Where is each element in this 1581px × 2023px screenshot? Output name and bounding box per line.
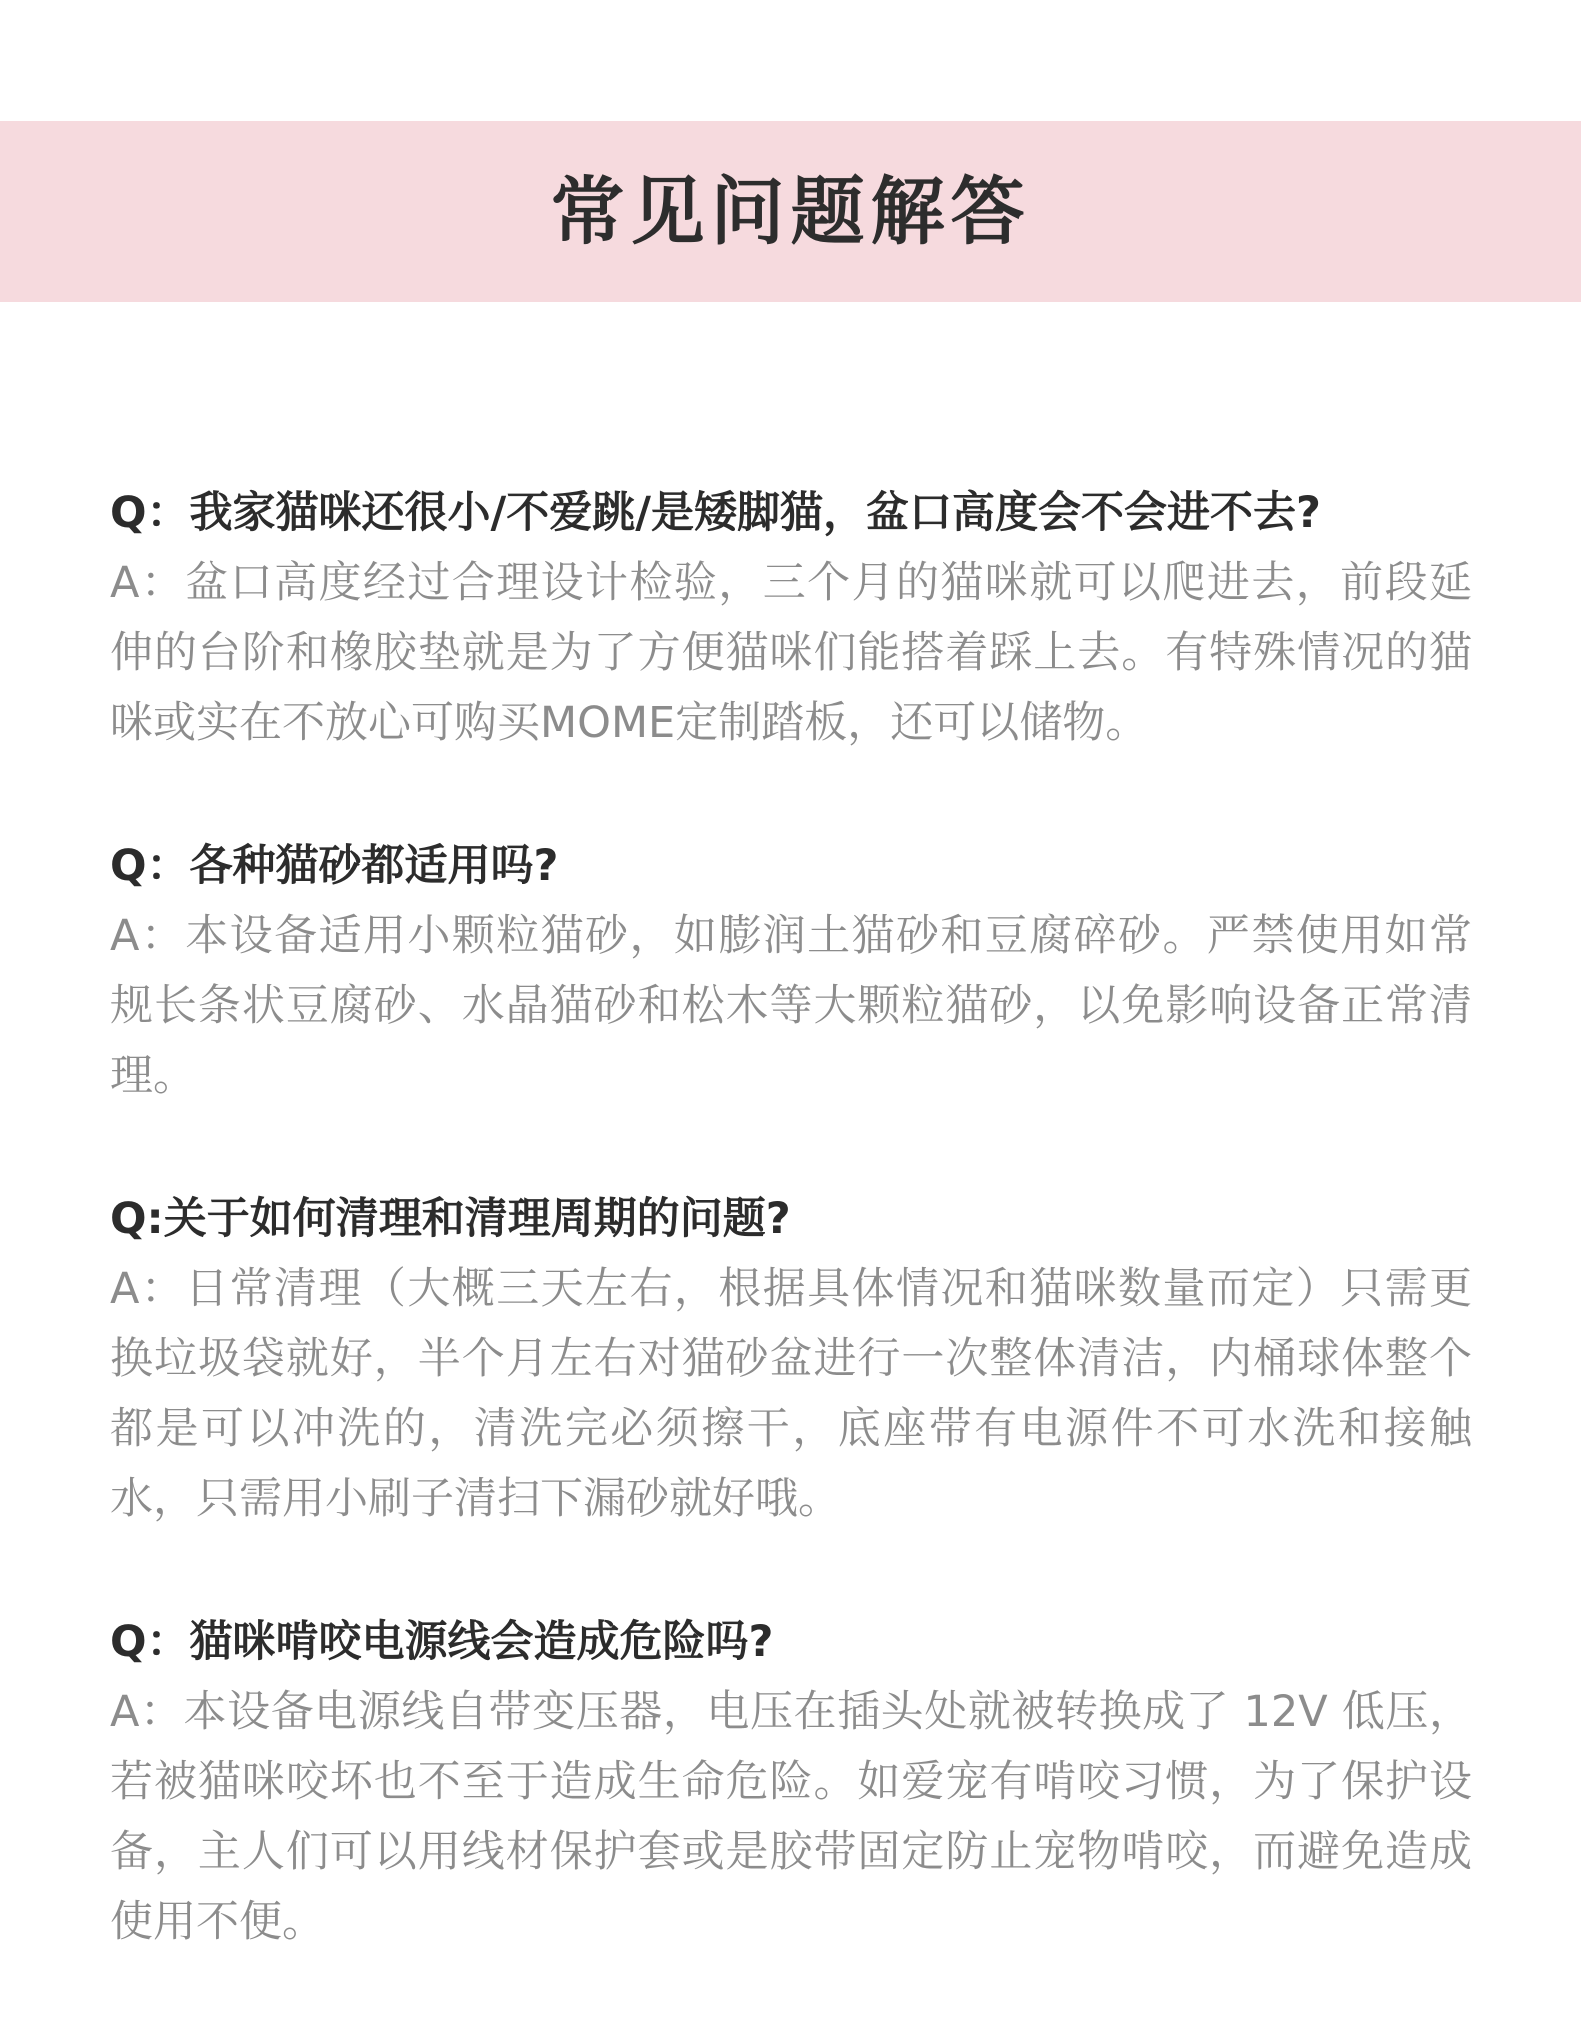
faq-question: Q：各种猫砂都适用吗? [110, 841, 559, 891]
faq-item-power-cord [110, 1607, 1472, 1957]
faq-item-litter-types [110, 831, 1472, 1111]
faq-question: Q：猫咪啃咬电源线会造成危险吗? [110, 1617, 774, 1667]
faq-question: Q：我家猫咪还很小/不爱跳/是矮脚猫，盆口高度会不会进不去? [110, 488, 1321, 538]
faq-question: Q:关于如何清理和清理周期的问题? [110, 1194, 791, 1244]
faq-item-litter-box-height [110, 478, 1472, 758]
faq-item-cleaning [110, 1184, 1472, 1534]
page-title: 常见问题解答 [550, 168, 1031, 255]
faq-list [110, 478, 1472, 1957]
faq-answer: A：本设备电源线自带变压器，电压在插头处就被转换成了 12V 低压，若被猫咪咬坏也不至于造成生命危险。如爱宠有啃咬习惯，为了保护设备，主人们可以用线材保护套或是胶带固定防止宠物啃咬，而避免造成使用不便。 [110, 1687, 1472, 1947]
faq-answer: A：本设备适用小颗粒猫砂，如膨润土猫砂和豆腐碎砂。严禁使用如常规长条状豆腐砂、水晶猫砂和松木等大颗粒猫砂，以免影响设备正常清理。 [110, 911, 1472, 1101]
header-band [0, 121, 1581, 302]
faq-answer: A：盆口高度经过合理设计检验，三个月的猫咪就可以爬进去，前段延伸的台阶和橡胶垫就是为了方便猫咪们能搭着踩上去。有特殊情况的猫咪或实在不放心可购买MOME定制踏板，还可以储物。 [110, 558, 1472, 748]
faq-answer: A：日常清理（大概三天左右，根据具体情况和猫咪数量而定）只需更换垃圾袋就好，半个月左右对猫砂盆进行一次整体清洁，内桶球体整个都是可以冲洗的，清洗完必须擦干，底座带有电源件不可水洗和接触水，只需用小刷子清扫下漏砂就好哦。 [110, 1264, 1472, 1524]
